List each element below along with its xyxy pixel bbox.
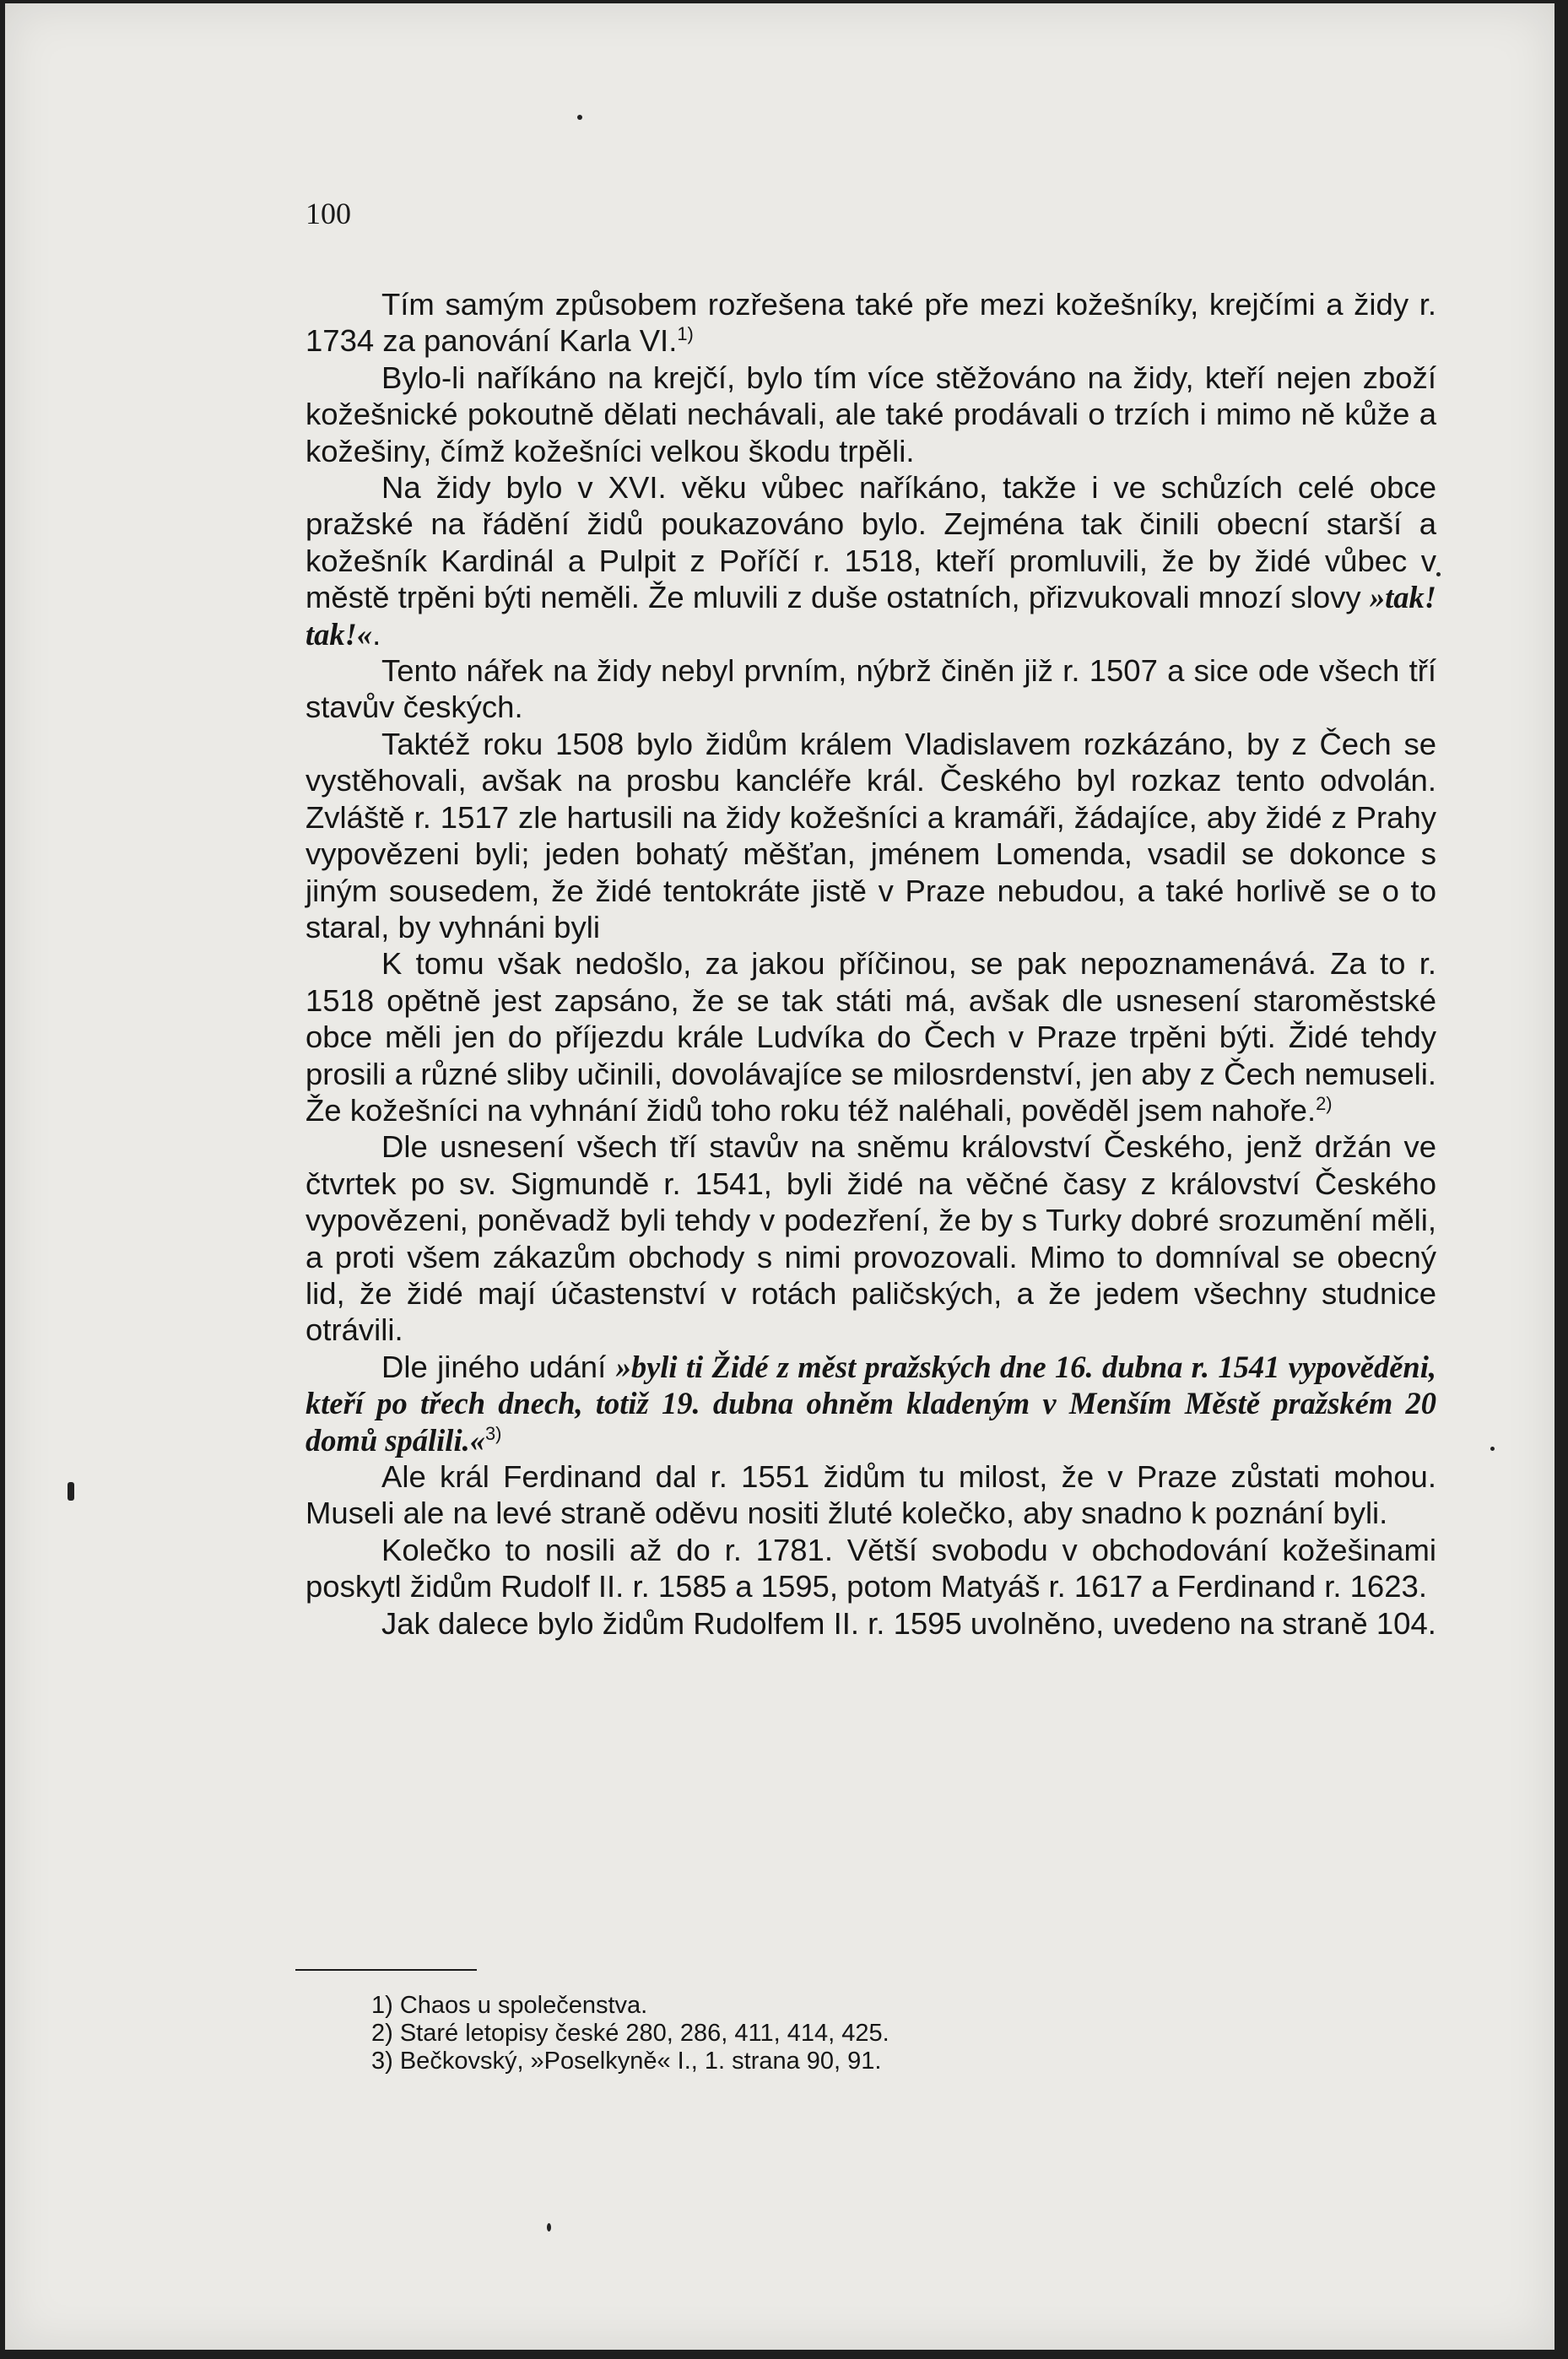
quote-slogan: »tak! tak!«: [305, 580, 1436, 652]
footnote: 3) Bečkovský, »Poselkyně« I., 1. strana 90, 91.: [371, 2048, 882, 2075]
scan-speck: [547, 2223, 551, 2232]
footnote-ref: 2): [1316, 1092, 1333, 1114]
footnotes: [371, 1992, 1300, 2075]
scan-speck: [1436, 572, 1441, 576]
paragraph: Tento nářek na židy nebyl prvním, nýbrž činěn již r. 1507 a sice ode všech tří stavův českých.: [305, 653, 1436, 725]
paragraph: Na židy bylo v XVI. věku vůbec naříkáno, takže i ve schůzích celé obce pražské na řádění židů poukazováno bylo. Zejména tak činili obecní starší a kožešník Kardinál a Pulpit z Poříčí r. 1518, kteří promluvili, že by židé vůbec v městě trpěni býti neměli. Že mluvili z duše ostatních, přizvukovali mnozí slovy »tak! tak!«.: [305, 470, 1436, 652]
scan-speck: [577, 115, 582, 120]
footnote-ref: 1): [677, 323, 694, 345]
footnote: 2) Staré letopisy české 280, 286, 411, 414, 425.: [371, 2020, 889, 2047]
paragraph: Bylo-li naříkáno na krejčí, bylo tím více stěžováno na židy, kteří nejen zboží kožešnické pokoutně dělati nechávali, ale také prodávali o trzích i mimo ně kůže a kožešiny, čímž kožešníci velkou škodu trpěli.: [305, 360, 1436, 468]
paragraph: Kolečko to nosili až do r. 1781. Větší svobodu v obchodování kožešinami poskytl židům Rudolf II. r. 1585 a 1595, potom Matyáš r. 1617 a Ferdinand r. 1623.: [305, 1532, 1436, 1604]
paragraph: Taktéž roku 1508 bylo židům králem Vladislavem rozkázáno, by z Čech se vystěhovali, avšak na prosbu kancléře král. Českého byl rozkaz tento odvolán. Zvláště r. 1517 zle hartusili na židy kožešníci a kramáři, žádajíce, aby židé z Prahy vypovězeni byli; jeden bohatý měšťan, jménem Lomenda, vsadil se dokonce s jiným sousedem, že židé tentokráte jistě v Praze nebudou, a také horlivě se o to staral, by vyhnáni byli: [305, 726, 1436, 944]
paragraph: Jak dalece bylo židům Rudolfem II. r. 1595 uvolněno, uvedeno na straně 104.: [381, 1605, 1436, 1641]
scan-speck: [1490, 1447, 1495, 1451]
paragraph: Ale král Ferdinand dal r. 1551 židům tu milost, že v Praze zůstati mohou. Museli ale na levé straně oděvu nositi žluté kolečko, aby snadno k poznání byli.: [305, 1459, 1436, 1531]
footnote: 1) Chaos u společenstva.: [371, 1992, 648, 2019]
paragraph: Dle usnesení všech tří stavův na sněmu království Českého, jenž držán ve čtvrtek po sv. Sigmundě r. 1541, byli židé na věčné časy z království Českého vypovězeni, poněvadž byli tehdy v podezření, že by s Turky dobré srozumění měli, a proti všem zákazům obchody s nimi provozovali. Mimo to domníval se obecný lid, že židé mají účastenství v rotách paličských, a že jedem všechny studnice otrávili.: [305, 1129, 1436, 1348]
paragraph: Dle jiného udání »byli ti Židé z měst pražských dne 16. dubna r. 1541 vypověděni, kteří po třech dnech, totiž 19. dubna ohněm kladeným v Menším Městě pražském 20 domů spálili.«$^{3)}$: [305, 1349, 1436, 1458]
body-text: [305, 286, 1436, 1642]
footnote-ref: 3): [484, 1422, 502, 1444]
scan-speck: [68, 1482, 74, 1501]
footnote-divider: [295, 1969, 477, 1971]
document-page: [5, 3, 1554, 2350]
page-number: 100: [305, 197, 351, 230]
quote-edict: »byli ti Židé z měst pražských dne 16. dubna r. 1541 vypověděni, kteří po třech dnech, totiž 19. dubna ohněm kladeným v Menším Městě pražském 20 domů spálili.«: [305, 1349, 1436, 1458]
paragraph: Tím samým způsobem rozřešena také pře mezi kožešníky, krejčími a židy r. 1734 za panování Karla VI.$^{1)}$: [305, 287, 1436, 359]
paragraph: K tomu však nedošlo, za jakou příčinou, se pak nepoznamenává. Za to r. 1518 opětně jest zapsáno, že se tak státi má, avšak dle usnesení staroměstské obce měli jen do příjezdu krále Ludvíka do Čech v Praze trpěni býti. Židé tehdy prosili a různé sliby učinili, dovolávajíce se milosrdenství, jen aby z Čech nemuseli. Že kožešníci na vyhnání židů toho roku též naléhali, pověděl jsem nahoře.$^{2)}$: [305, 946, 1436, 1128]
